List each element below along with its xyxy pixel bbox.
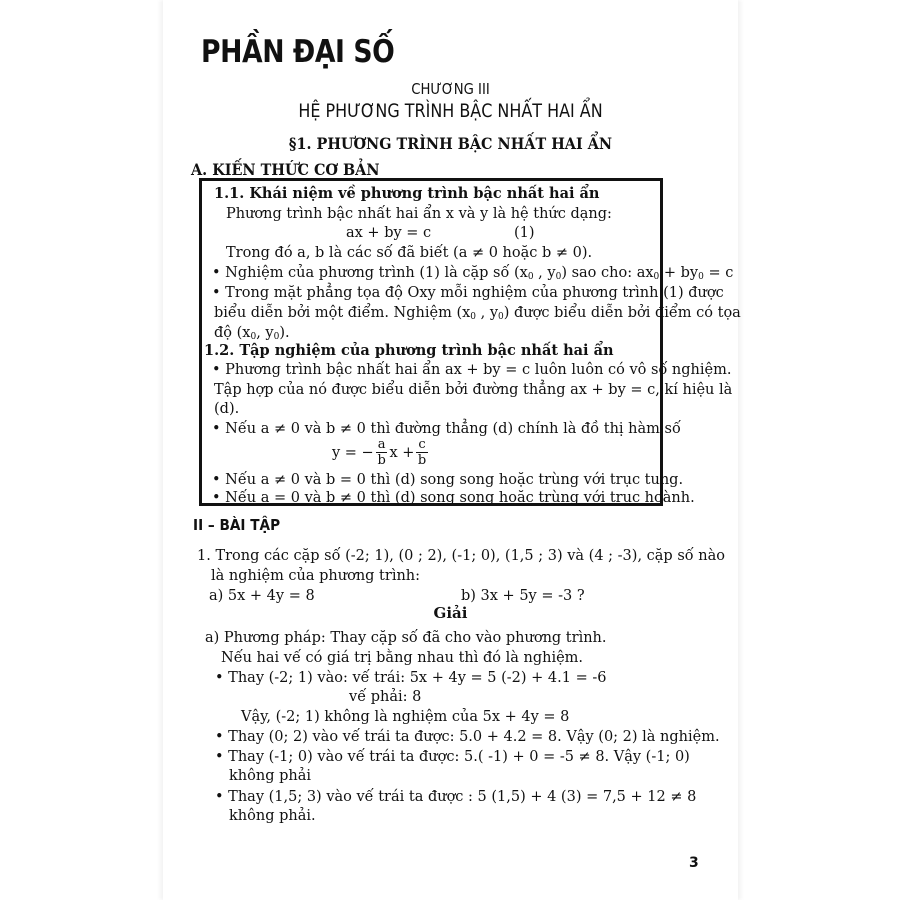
solution-heading: Giải [433, 604, 468, 622]
solution-line: không phải [229, 768, 311, 784]
theory-heading-2: 1.2. Tập nghiệm của phương trình bậc nhất hai ẩn [204, 342, 614, 359]
theory-line-solution: • Nghiệm của phương trình (1) là cặp số ($x_0$ , $y_0$) sao cho: $ax_0 + by_0 = c$ [212, 265, 734, 282]
theory-heading-1: 1.1. Khái niệm về phương trình bậc nhất hai ẩn [214, 185, 600, 202]
solution-line: a) Phương pháp: Thay cặp số đã cho vào phương trình. [205, 630, 607, 646]
theory-line: • Nếu a ≠ 0 và b ≠ 0 thì đường thẳng (d) chính là đồ thị hàm số [212, 421, 681, 437]
exercise-part-a: a) 5x + 4y = 8 [209, 588, 315, 604]
theory-box [199, 178, 741, 506]
equation-1: ax + by = c [346, 225, 432, 241]
page-number: 3 [689, 855, 699, 871]
theory-line: Tập hợp của nó được biểu diễn bởi đường thẳng ax + by = c, kí hiệu là [214, 382, 733, 398]
theory-line-coord: độ ($x_0$, $y_0$). [214, 325, 290, 342]
exercise-question: là nghiệm của phương trình: [211, 568, 421, 584]
heading-basic-knowledge: A. KIẾN THỨC CƠ BẢN [191, 160, 380, 179]
heading-exercises: II – BÀI TẬP [193, 516, 281, 534]
book-page [163, 0, 741, 900]
chapter-title: HỆ PHƯƠNG TRÌNH BẬC NHẤT HAI ẨN [298, 100, 603, 122]
exercise-question: 1. Trong các cặp số (-2; 1), (0 ; 2), (-1; 0), (1,5 ; 3) và (4 ; -3), cặp số nào [197, 548, 725, 564]
function-formula: y = − $\frac{a}{b}$ x + $\frac{c}{b}$ [332, 437, 427, 468]
part-title: PHẦN ĐẠI SỐ [201, 34, 395, 70]
theory-line: Phương trình bậc nhất hai ẩn x và y là hệ thức dạng: [226, 206, 612, 222]
section-title: §1. PHƯƠNG TRÌNH BẬC NHẤT HAI ẨN [288, 134, 613, 153]
chapter-label: CHƯƠNG III [411, 80, 490, 98]
fraction-a-over-b: $\frac{a}{b}$ [377, 437, 386, 468]
theory-line: Trong đó a, b là các số đã biết (a ≠ 0 hoặc b ≠ 0). [226, 245, 593, 261]
theory-line: • Nếu a ≠ 0 và b = 0 thì (d) song song hoặc trùng với trục tung. [212, 472, 684, 488]
solution-line: vế phải: 8 [349, 689, 422, 705]
solution-line: • Thay (0; 2) vào vế trái ta được: 5.0 + 4.2 = 8. Vậy (0; 2) là nghiệm. [215, 729, 720, 745]
theory-line: • Phương trình bậc nhất hai ẩn ax + by = c luôn luôn có vô số nghiệm. [212, 362, 732, 378]
solution-line: • Thay (1,5; 3) vào vế trái ta được : 5 (1,5) + 4 (3) = 7,5 + 12 ≠ 8 [215, 789, 697, 805]
solution-line: không phải. [229, 808, 316, 824]
theory-line-point: biểu diễn bởi một điểm. Nghiệm ($x_0$ , $y_0$) được biểu diễn bởi điểm có tọa [214, 305, 741, 322]
solution-line: • Thay (-2; 1) vào: vế trái: 5x + 4y = 5 (-2) + 4.1 = -6 [215, 670, 607, 686]
solution-line: • Thay (-1; 0) vào vế trái ta được: 5.( -1) + 0 = -5 ≠ 8. Vậy (-1; 0) [215, 749, 690, 765]
exercise-part-b: b) 3x + 5y = -3 ? [461, 588, 585, 604]
theory-line: • Nếu a = 0 và b ≠ 0 thì (d) song song hoặc trùng với trục hoành. [212, 490, 695, 506]
solution-line: Vậy, (-2; 1) không là nghiệm của 5x + 4y = 8 [241, 709, 570, 725]
solution-line: Nếu hai vế có giá trị bằng nhau thì đó là nghiệm. [221, 650, 584, 666]
equation-1-number: (1) [514, 225, 535, 241]
theory-line: • Trong mặt phẳng tọa độ Oxy mỗi nghiệm của phương trình (1) được [212, 285, 724, 301]
theory-line: (d). [214, 401, 240, 417]
fraction-c-over-b: $\frac{c}{b}$ [417, 437, 427, 468]
